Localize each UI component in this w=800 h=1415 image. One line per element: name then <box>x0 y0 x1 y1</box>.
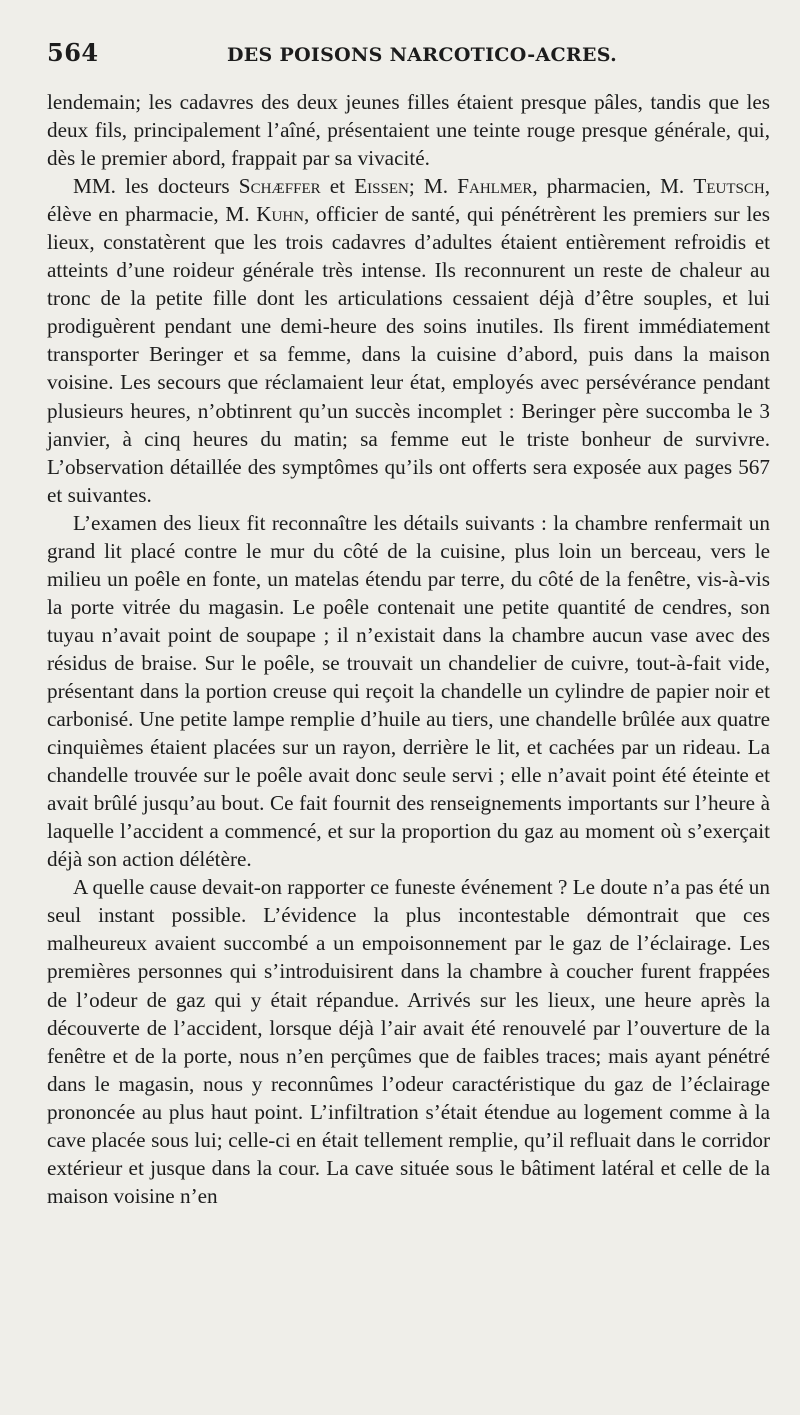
paragraph-2-joiner-4: , élève en pharmacie, M. <box>47 174 770 227</box>
paragraph-2-joiner-3: , pharmacien, M. <box>532 174 694 199</box>
name-schaeffer: Schæffer <box>238 174 321 199</box>
name-kuhn: Kuhn <box>256 202 305 227</box>
paragraph-2-intro: MM. les docteurs <box>73 174 239 199</box>
paragraph-1: lendemain; les cadavres des deux jeunes filles étaient presque pâles, tandis que les deux fils, principalement l’aîné, présentaient une teinte rouge presque générale, qui, dès le premier abord, frappait par sa vivacité. <box>47 90 770 171</box>
paragraph-4: A quelle cause devait-on rapporter ce funeste événement ? Le doute n’a pas été un seul instant possible. L’évidence la plus incontestable démontrait que ces malheureux avaient succombé a un empoisonnement par le gaz de l’éclairage. Les premières personnes qui s’introduisirent dans la chambre à coucher furent frappées de l’odeur de gaz qui y était répandue. Arrivés sur les lieux, une heure après la découverte de l’accident, lorsque déjà l’air avait été renouvelé par l’ouverture de la fenêtre et de la porte, nous n’en perçûmes que de faibles traces; mais ayant pénétré dans le magasin, nous y reconnûmes l’odeur caractéristique du gaz de l’éclairage prononcée au plus haut point. L’infiltration s’était étendue au logement comme à la cave placée sous lui; celle-ci en était tellement remplie, qu’il refluait dans le corridor extérieur et jusque dans la cour. La cave située sous le bâtiment latéral et celle de la maison voisine n’en <box>47 875 770 1208</box>
running-head <box>47 38 770 88</box>
running-title: DES POISONS NARCOTICO-ACRES. <box>227 44 618 66</box>
paragraph-2-rest: , officier de santé, qui pénétrèrent les premiers sur les lieux, constatèrent que les trois cadavres d’adultes étaient entièrement refroidis et atteints d’une roideur générale très intense. Ils reconnurent un reste de chaleur au tronc de la petite fille dont les articulations cessaient déjà d’être souples, et lui prodiguèrent pendant une demi-heure des soins inutiles. Ils firent immédiatement transporter Beringer et sa femme, dans la cuisine d’abord, puis dans la maison voisine. Les secours que réclamaient leur état, employés avec persévérance pendant plusieurs heures, n’obtinrent qu’un succès incomplet : Beringer père succomba le 3 janvier, à cinq heures du matin; sa femme eut le triste bonheur de survivre. L’observation détaillée des symptômes qu’ils ont offerts sera exposée aux pages 567 et suivantes. <box>47 202 770 507</box>
page-number: 564 <box>47 38 99 67</box>
paragraph-2-joiner-1: et <box>320 174 355 199</box>
body-text <box>47 88 770 1210</box>
paragraph-2 <box>47 172 770 509</box>
paragraph-3: L’examen des lieux fit reconnaître les détails suivants : la chambre renfermait un grand lit placé contre le mur du côté de la cuisine, plus loin un berceau, vers le milieu un poêle en fonte, un matelas étendu par terre, du côté de la fenêtre, vis-à-vis la porte vitrée du magasin. Le poêle contenait une petite quantité de cendres, son tuyau n’avait point de soupape ; il n’existait dans la chambre aucun vase avec des résidus de braise. Sur le poêle, se trouvait un chandelier de cuivre, tout-à-fait vide, présentant dans la portion creuse qui reçoit la chandelle un cylindre de papier noir et carbonisé. Une petite lampe remplie d’huile au tiers, une chandelle brûlée aux quatre cinquièmes étaient placées sur un rayon, derrière le lit, et cachées par un rideau. La chandelle trouvée sur le poêle avait donc seule servi ; elle n’avait point été éteinte et avait brûlé jusqu’au bout. Ce fait fournit des renseignements importants sur l’heure à laquelle l’accident a commencé, et sur la proportion du gaz au moment où s’exerçait déjà son action délétère. <box>47 510 770 872</box>
name-eissen: Eissen <box>354 174 409 199</box>
paragraph-2-joiner-2: ; M. <box>408 174 458 199</box>
name-teutsch: Teutsch <box>693 174 765 199</box>
name-fahlmer: Fahlmer <box>457 174 533 199</box>
